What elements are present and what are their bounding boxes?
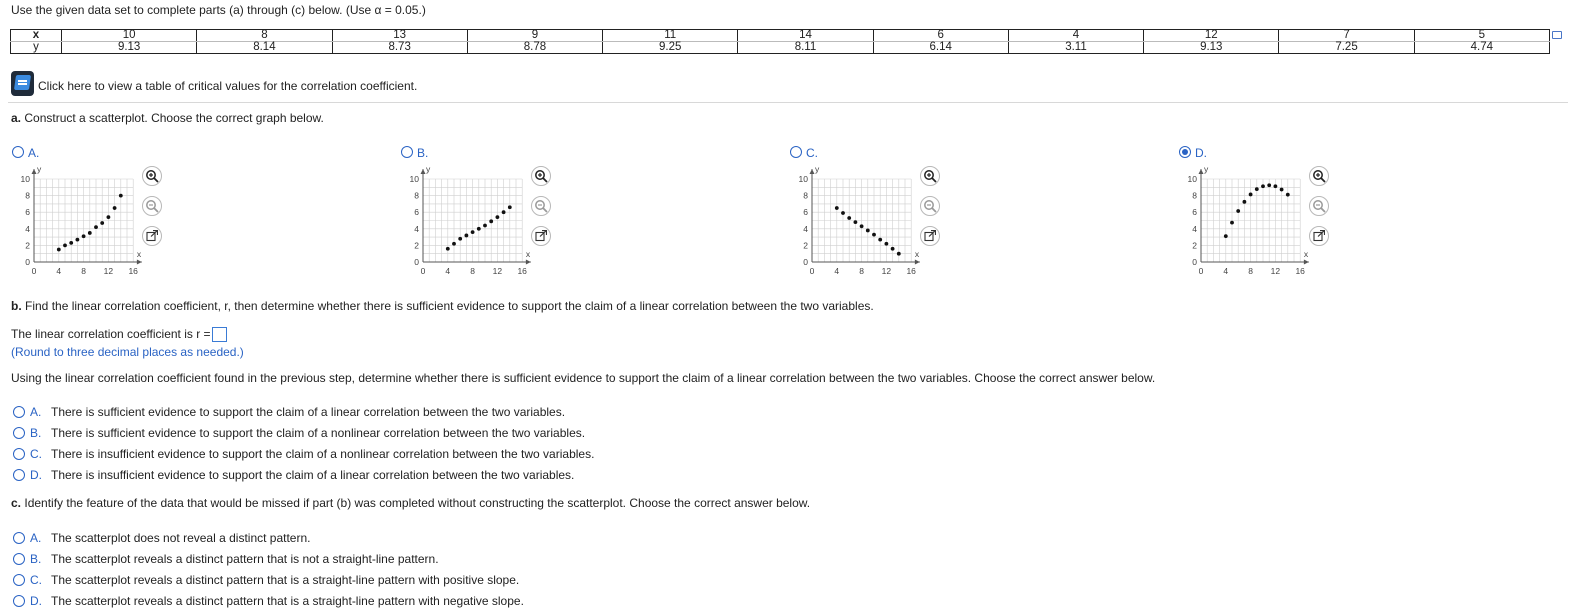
y-value-cell: 7.25 bbox=[1279, 42, 1414, 54]
scatterplot-graph bbox=[395, 166, 535, 281]
scatter-point bbox=[496, 215, 500, 219]
x-value-cell: 8 bbox=[197, 30, 332, 42]
y-tick-label: 10 bbox=[1187, 174, 1197, 184]
part-c-option-text[interactable]: The scatterplot reveals a distinct pattern that is not a straight-line pattern. bbox=[51, 552, 439, 566]
x-tick-label: 8 bbox=[81, 266, 86, 276]
part-c-option-text[interactable]: The scatterplot does not reveal a distinct pattern. bbox=[51, 531, 311, 545]
y-tick-label: 6 bbox=[803, 207, 808, 218]
y-tick-label: 8 bbox=[803, 190, 808, 201]
part-b-label: b. bbox=[11, 299, 22, 313]
scatter-point bbox=[854, 220, 858, 224]
scatter-point bbox=[1255, 187, 1259, 191]
scatter-point bbox=[452, 242, 456, 246]
y-axis-arrow bbox=[1199, 169, 1204, 174]
part-c-question bbox=[11, 496, 810, 510]
x-value-cell: 10 bbox=[62, 30, 197, 42]
part-c-option-letter[interactable]: A. bbox=[30, 531, 42, 545]
x-value-cell: 12 bbox=[1144, 30, 1279, 42]
zoom-in-button[interactable] bbox=[531, 166, 551, 186]
y-tick-label: 0 bbox=[25, 257, 30, 267]
y-tick-label: 2 bbox=[25, 240, 30, 251]
x-header: x bbox=[11, 30, 62, 42]
external-link-icon bbox=[146, 230, 158, 242]
zoom-in-icon bbox=[534, 169, 548, 183]
x-tick-label: 8 bbox=[1248, 266, 1253, 276]
scatter-point bbox=[835, 206, 839, 210]
y-value-cell: 8.14 bbox=[197, 42, 332, 54]
x-tick-label: 12 bbox=[881, 266, 892, 276]
y-tick-label: 2 bbox=[1192, 240, 1197, 251]
part-a-text: Construct a scatterplot. Choose the correct graph below. bbox=[24, 111, 324, 125]
zoom-in-icon bbox=[145, 169, 159, 183]
scatter-point bbox=[1286, 193, 1290, 197]
part-c-option-text[interactable]: The scatterplot reveals a distinct pattern that is a straight-line pattern with negative slope. bbox=[51, 594, 524, 608]
zoom-out-icon bbox=[1312, 199, 1326, 213]
part-c-option-letter[interactable]: C. bbox=[30, 573, 42, 587]
y-tick-label: 10 bbox=[409, 174, 419, 184]
x-tick-label: 0 bbox=[1198, 266, 1204, 276]
x-axis-arrow bbox=[137, 260, 142, 265]
y-axis-arrow bbox=[421, 169, 426, 174]
zoom-out-icon bbox=[145, 199, 159, 213]
y-tick-label: 10 bbox=[20, 174, 30, 184]
book-icon[interactable] bbox=[11, 71, 34, 96]
x-value-cell: 13 bbox=[332, 30, 467, 42]
part-b-text: Find the linear correlation coefficient, r, then determine whether there is sufficient evidence to support the claim of a linear correlation between the two variables. bbox=[25, 299, 874, 313]
enlarge-graph-button[interactable] bbox=[142, 226, 162, 246]
x-value-cell: 6 bbox=[873, 30, 1008, 42]
x-tick-label: 4 bbox=[56, 266, 62, 276]
zoom-in-button[interactable] bbox=[142, 166, 162, 186]
x-axis-label: x bbox=[1303, 249, 1309, 259]
x-tick-label: 0 bbox=[809, 266, 815, 276]
y-value-cell: 9.13 bbox=[1144, 42, 1279, 54]
zoom-in-icon bbox=[923, 169, 937, 183]
scatter-point bbox=[489, 219, 493, 223]
scatter-point bbox=[878, 238, 882, 242]
x-tick-label: 16 bbox=[517, 266, 527, 276]
part-c-option-radio[interactable] bbox=[13, 532, 25, 544]
scatter-point bbox=[1224, 234, 1228, 238]
x-value-cell: 9 bbox=[467, 30, 602, 42]
x-value-cell: 14 bbox=[738, 30, 873, 42]
zoom-in-button[interactable] bbox=[1309, 166, 1329, 186]
scatterplot-graph bbox=[6, 166, 146, 281]
zoom-out-button[interactable] bbox=[1309, 196, 1329, 216]
scatter-point bbox=[94, 225, 98, 229]
y-value-cell: 8.11 bbox=[738, 42, 873, 54]
x-axis-arrow bbox=[915, 260, 920, 265]
scatterplot-graph bbox=[1173, 166, 1313, 281]
scatter-option-letter[interactable]: C. bbox=[806, 146, 818, 160]
enlarge-graph-button[interactable] bbox=[1309, 226, 1329, 246]
y-value-cell: 6.14 bbox=[873, 42, 1008, 54]
scatter-point bbox=[1261, 184, 1265, 188]
scatter-point bbox=[57, 248, 61, 252]
y-tick-label: 4 bbox=[25, 223, 30, 234]
part-b-option-radio[interactable] bbox=[13, 469, 25, 481]
zoom-out-button[interactable] bbox=[142, 196, 162, 216]
part-c-option-radio[interactable] bbox=[13, 595, 25, 607]
scatter-point bbox=[446, 247, 450, 251]
scatter-option-letter[interactable]: B. bbox=[417, 146, 429, 160]
y-header: y bbox=[11, 42, 62, 54]
y-tick-label: 8 bbox=[1192, 190, 1197, 201]
scatter-option-radio[interactable] bbox=[1179, 146, 1191, 158]
x-tick-label: 12 bbox=[103, 266, 114, 276]
scatter-point bbox=[502, 210, 506, 214]
y-value-cell: 9.25 bbox=[603, 42, 738, 54]
x-axis-label: x bbox=[136, 249, 142, 259]
zoom-out-button[interactable] bbox=[531, 196, 551, 216]
y-value-cell: 8.73 bbox=[332, 42, 467, 54]
y-axis-label: y bbox=[815, 166, 820, 175]
scatter-point bbox=[1230, 221, 1234, 225]
y-tick-label: 8 bbox=[25, 190, 30, 201]
part-b-option-radio[interactable] bbox=[13, 448, 25, 460]
zoom-in-button[interactable] bbox=[920, 166, 940, 186]
part-a-label: a. bbox=[11, 111, 22, 125]
x-value-cell: 5 bbox=[1414, 30, 1549, 42]
copy-data-icon[interactable] bbox=[1552, 31, 1562, 39]
scatter-point bbox=[1236, 209, 1240, 213]
scatter-point bbox=[860, 224, 864, 228]
scatter-point bbox=[1249, 193, 1253, 197]
part-c-option-radio[interactable] bbox=[13, 553, 25, 565]
scatter-option-letter[interactable]: D. bbox=[1195, 146, 1207, 160]
y-tick-label: 6 bbox=[25, 207, 30, 218]
y-tick-label: 6 bbox=[1192, 207, 1197, 218]
y-tick-label: 4 bbox=[803, 223, 808, 234]
scatter-option-letter[interactable]: A. bbox=[28, 146, 40, 160]
x-axis-label: x bbox=[914, 249, 920, 259]
x-row bbox=[11, 30, 1550, 42]
intro-text: Use the given data set to complete parts (a) through (c) below. (Use α = 0.05.) bbox=[11, 3, 426, 17]
scatter-point bbox=[88, 231, 92, 235]
part-c-label: c. bbox=[11, 496, 22, 510]
scatter-point bbox=[841, 211, 845, 215]
y-tick-label: 0 bbox=[414, 257, 419, 267]
scatter-point bbox=[891, 247, 895, 251]
scatter-point bbox=[1267, 183, 1271, 187]
y-tick-label: 4 bbox=[1192, 223, 1197, 234]
divider bbox=[8, 102, 1568, 103]
scatter-point bbox=[107, 215, 111, 219]
y-value-cell: 4.74 bbox=[1414, 42, 1549, 54]
part-b-option-letter[interactable]: B. bbox=[30, 426, 42, 440]
scatter-point bbox=[69, 241, 73, 245]
y-tick-label: 2 bbox=[414, 240, 419, 251]
scatter-option-radio[interactable] bbox=[790, 146, 802, 158]
r-prompt: The linear correlation coefficient is r = bbox=[11, 327, 211, 341]
x-value-cell: 7 bbox=[1279, 30, 1414, 42]
scatter-point bbox=[1243, 200, 1247, 204]
external-link-icon bbox=[535, 230, 547, 242]
y-value-cell: 8.78 bbox=[467, 42, 602, 54]
part-b-option-text[interactable]: There is insufficient evidence to support the claim of a linear correlation between the two variables. bbox=[51, 468, 575, 482]
part-b-option-text[interactable]: There is insufficient evidence to support the claim of a nonlinear correlation between the two variables. bbox=[51, 447, 595, 461]
scatter-option-radio[interactable] bbox=[12, 146, 24, 158]
critical-values-link[interactable]: Click here to view a table of critical values for the correlation coefficient. bbox=[38, 79, 418, 93]
x-tick-label: 4 bbox=[1223, 266, 1229, 276]
scatter-point bbox=[477, 227, 481, 231]
zoom-in-icon bbox=[1312, 169, 1326, 183]
x-tick-label: 0 bbox=[31, 266, 37, 276]
part-b-question bbox=[11, 299, 874, 313]
scatter-point bbox=[76, 238, 80, 242]
scatter-point bbox=[458, 237, 462, 241]
r-answer-input[interactable] bbox=[212, 327, 227, 342]
scatter-point bbox=[465, 234, 469, 238]
scatter-point bbox=[1280, 188, 1284, 192]
x-tick-label: 12 bbox=[492, 266, 503, 276]
part-c-option-radio[interactable] bbox=[13, 574, 25, 586]
y-axis-arrow bbox=[32, 169, 37, 174]
x-tick-label: 4 bbox=[445, 266, 451, 276]
scatter-point bbox=[483, 224, 487, 228]
enlarge-graph-button[interactable] bbox=[531, 226, 551, 246]
part-c-option-letter[interactable]: B. bbox=[30, 552, 42, 566]
x-tick-label: 16 bbox=[906, 266, 916, 276]
y-axis-label: y bbox=[1204, 166, 1209, 175]
y-axis-label: y bbox=[37, 166, 42, 175]
y-tick-label: 6 bbox=[414, 207, 419, 218]
part-c-option-text[interactable]: The scatterplot reveals a distinct pattern that is a straight-line pattern with positive slope. bbox=[51, 573, 520, 587]
scatter-point bbox=[119, 194, 123, 198]
part-b-option-radio[interactable] bbox=[13, 406, 25, 418]
scatterplot-graph bbox=[784, 166, 924, 281]
scatter-point bbox=[872, 233, 876, 237]
scatter-option-radio[interactable] bbox=[401, 146, 413, 158]
external-link-icon bbox=[1313, 230, 1325, 242]
part-c-text: Identify the feature of the data that would be missed if part (b) was completed without constructing the scatterplot. Choose the correct answer below. bbox=[24, 496, 811, 510]
scatter-point bbox=[63, 244, 67, 248]
scatter-point bbox=[1274, 184, 1278, 188]
x-tick-label: 16 bbox=[128, 266, 138, 276]
scatter-point bbox=[82, 234, 86, 238]
zoom-out-icon bbox=[923, 199, 937, 213]
x-value-cell: 4 bbox=[1008, 30, 1143, 42]
external-link-icon bbox=[924, 230, 936, 242]
x-axis-arrow bbox=[1304, 260, 1309, 265]
y-axis-label: y bbox=[426, 166, 431, 175]
y-value-cell: 3.11 bbox=[1008, 42, 1143, 54]
scatter-point bbox=[866, 229, 870, 233]
part-b-option-text[interactable]: There is sufficient evidence to support the claim of a nonlinear correlation between the two variables. bbox=[51, 426, 586, 440]
part-b-instruction: Using the linear correlation coefficient found in the previous step, determine whether there is sufficient evidence to support the claim of a linear correlation between the two variables. Choose the correct answer below. bbox=[11, 371, 1156, 385]
scatter-point bbox=[471, 230, 475, 234]
x-tick-label: 8 bbox=[470, 266, 475, 276]
part-b-option-letter[interactable]: C. bbox=[30, 447, 42, 461]
r-prompt-row bbox=[11, 327, 227, 342]
scatter-point bbox=[508, 205, 512, 209]
scatter-point bbox=[100, 221, 104, 225]
part-b-option-letter[interactable]: A. bbox=[30, 405, 42, 419]
x-tick-label: 12 bbox=[1270, 266, 1281, 276]
scatter-point bbox=[113, 206, 117, 210]
enlarge-graph-button[interactable] bbox=[920, 226, 940, 246]
y-tick-label: 2 bbox=[803, 240, 808, 251]
part-a-question bbox=[11, 111, 324, 125]
scatter-point bbox=[885, 242, 889, 246]
x-axis-label: x bbox=[525, 249, 531, 259]
y-axis-arrow bbox=[810, 169, 815, 174]
data-table bbox=[10, 29, 1550, 54]
y-tick-label: 8 bbox=[414, 190, 419, 201]
x-value-cell: 11 bbox=[603, 30, 738, 42]
y-tick-label: 10 bbox=[798, 174, 808, 184]
scatter-point bbox=[847, 216, 851, 220]
scatter-point bbox=[897, 252, 901, 256]
part-b-option-letter[interactable]: D. bbox=[30, 468, 42, 482]
zoom-out-icon bbox=[534, 199, 548, 213]
y-value-cell: 9.13 bbox=[62, 42, 197, 54]
x-axis-arrow bbox=[526, 260, 531, 265]
round-note: (Round to three decimal places as needed.) bbox=[11, 345, 244, 359]
part-b-option-radio[interactable] bbox=[13, 427, 25, 439]
x-tick-label: 0 bbox=[420, 266, 426, 276]
x-tick-label: 8 bbox=[859, 266, 864, 276]
part-c-option-letter[interactable]: D. bbox=[30, 594, 42, 608]
zoom-out-button[interactable] bbox=[920, 196, 940, 216]
y-tick-label: 4 bbox=[414, 223, 419, 234]
x-tick-label: 4 bbox=[834, 266, 840, 276]
y-tick-label: 0 bbox=[1192, 257, 1197, 267]
x-tick-label: 16 bbox=[1295, 266, 1305, 276]
part-b-option-text[interactable]: There is sufficient evidence to support the claim of a linear correlation between the two variables. bbox=[51, 405, 566, 419]
y-row bbox=[11, 42, 1550, 54]
y-tick-label: 0 bbox=[803, 257, 808, 267]
